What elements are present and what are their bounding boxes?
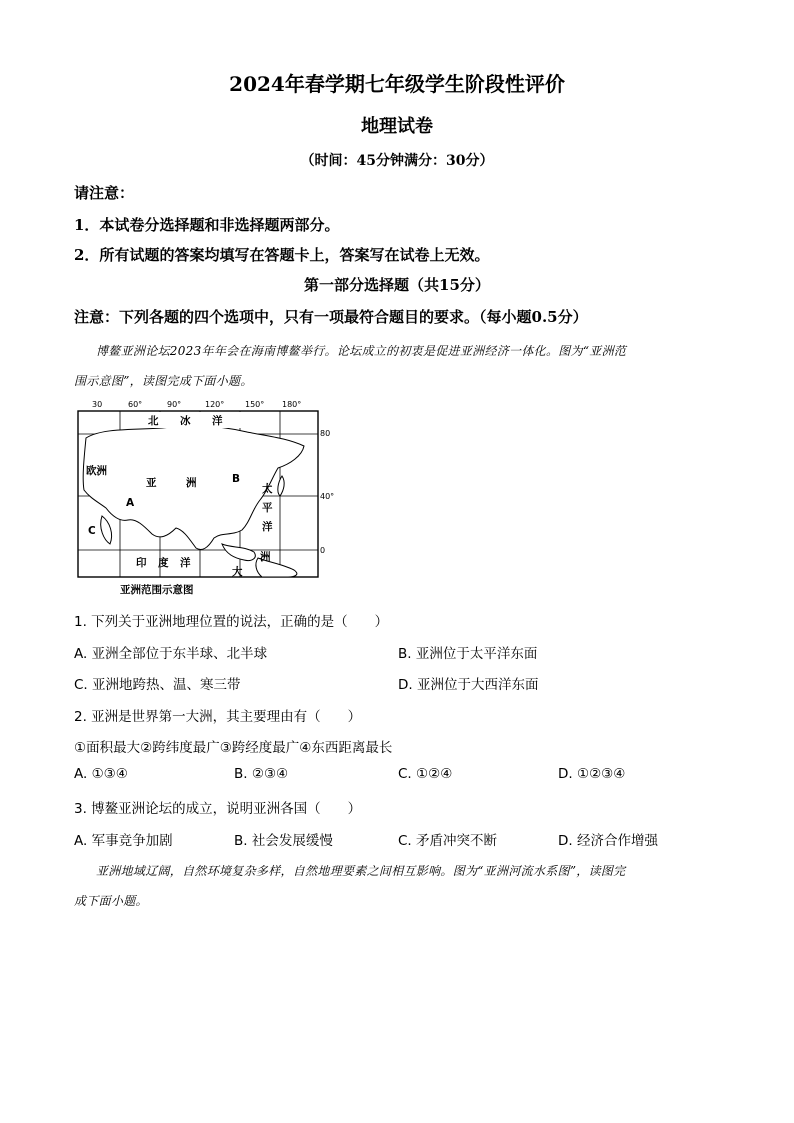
- label-point-c: C: [88, 525, 96, 537]
- question-1-stem: 1. 下列关于亚洲地理位置的说法，正确的是（ ）: [74, 614, 389, 630]
- label-pacific-2: 平: [262, 502, 273, 514]
- q1-option-b: B. 亚洲位于太平洋东面: [398, 646, 538, 662]
- passage2-line2: 成下面小题。: [74, 894, 148, 908]
- q3-option-b: B. 社会发展缓慢: [234, 833, 333, 849]
- lat-tick-3: 0: [320, 546, 326, 555]
- passage1-line1: 博鳌亚洲论坛2023年年会在海南博鳌举行。论坛成立的初衷是促进亚洲经济一体化。图为“亚洲范: [96, 344, 627, 358]
- q3-option-c: C. 矛盾冲突不断: [398, 833, 498, 849]
- q3-option-d: D. 经济合作增强: [558, 833, 658, 849]
- lon-tick-4: 120°: [205, 400, 225, 409]
- page-title: 2024年春学期七年级学生阶段性评价: [229, 72, 565, 96]
- question-2-stem: 2. 亚洲是世界第一大洲，其主要理由有（ ）: [74, 709, 362, 725]
- label-point-a: A: [126, 497, 135, 509]
- label-asia-2: 洲: [186, 477, 197, 489]
- q2-option-a: A. ①③④: [74, 766, 128, 782]
- label-oceania-2: 洲: [260, 551, 271, 563]
- notice-item-1: 1．本试卷分选择题和非选择题两部分。: [74, 216, 340, 234]
- q1-option-c: C. 亚洲地跨热、温、寒三带: [74, 677, 241, 693]
- section-note: 注意：下列各题的四个选项中，只有一项最符合题目的要求。（每小题0.5分）: [74, 308, 588, 326]
- q3-option-a: A. 军事竞争加剧: [74, 833, 173, 849]
- label-arctic-2: 冰: [180, 415, 191, 427]
- lat-tick-1: 80: [320, 429, 331, 438]
- q1-option-d: D. 亚洲位于大西洋东面: [398, 677, 539, 693]
- question-2-statements: ①面积最大②跨纬度最广③跨经度最广④东西距离最长: [74, 740, 393, 756]
- lon-tick-6: 180°: [282, 400, 302, 409]
- label-arctic-1: 北: [148, 415, 159, 427]
- lon-tick-5: 150°: [245, 400, 265, 409]
- label-pacific-3: 洋: [262, 521, 273, 533]
- q1-option-a: A. 亚洲全部位于东半球、北半球: [74, 646, 268, 662]
- notice-heading: 请注意：: [74, 184, 135, 202]
- label-point-b: B: [232, 473, 241, 485]
- label-arctic-3: 洋: [212, 415, 223, 427]
- q2-option-c: C. ①②④: [398, 766, 453, 782]
- lon-tick-2: 60°: [128, 400, 143, 409]
- lon-tick-1: 30: [92, 400, 103, 409]
- lon-tick-3: 90°: [167, 400, 182, 409]
- passage1-line2: 围示意图”，读图完成下面小题。: [74, 374, 253, 388]
- q2-option-d: D. ①②③④: [558, 766, 626, 782]
- section-heading: 第一部分选择题（共15分）: [304, 276, 490, 294]
- label-oceania-1: 大: [232, 566, 243, 578]
- notice-item-2: 2．所有试题的答案均填写在答题卡上，答案写在试卷上无效。: [74, 246, 490, 264]
- lat-tick-2: 40°: [320, 492, 334, 501]
- question-3-stem: 3. 博鳌亚洲论坛的成立，说明亚洲各国（ ）: [74, 801, 362, 817]
- label-pacific-1: 太: [262, 483, 273, 495]
- passage2-line1: 亚洲地域辽阔，自然环境复杂多样，自然地理要素之间相互影响。图为“亚洲河流水系图”，读图完: [96, 864, 626, 878]
- q2-option-b: B. ②③④: [234, 766, 289, 782]
- label-indian-1: 印: [136, 557, 147, 569]
- map-caption: 亚洲范围示意图: [120, 584, 194, 596]
- label-indian-2: 度: [158, 557, 169, 569]
- page-subtitle: 地理试卷: [361, 116, 433, 137]
- time-info: （时间：45分钟满分：30分）: [300, 153, 494, 169]
- label-indian-3: 洋: [180, 557, 191, 569]
- asia-range-map: [72, 398, 334, 598]
- label-asia-1: 亚: [146, 477, 157, 489]
- label-europe: 欧洲: [86, 465, 107, 477]
